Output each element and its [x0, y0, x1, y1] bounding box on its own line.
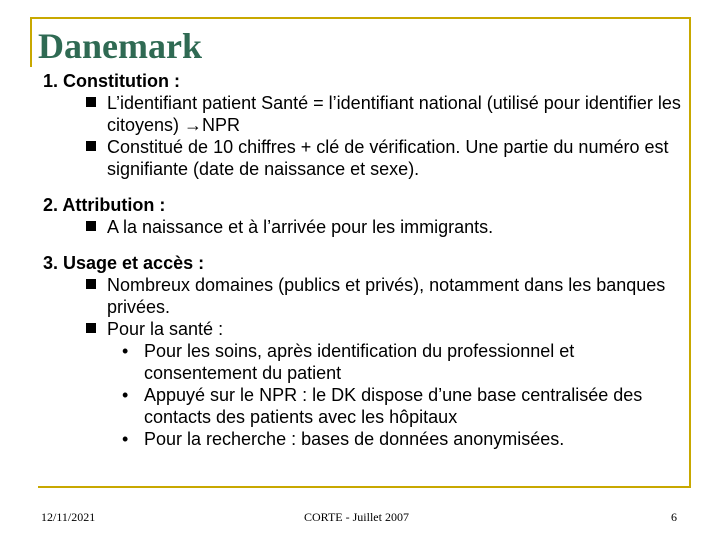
section-heading: 3. Usage et accès : — [43, 253, 205, 273]
slide-title: Danemark — [38, 26, 202, 66]
page-number: 6 — [671, 510, 677, 524]
frame-top-line — [30, 17, 691, 19]
list-item — [40, 136, 690, 180]
sub-list-item — [40, 428, 690, 450]
list-item-text: A la naissance et à l’arrivée pour les immigrants. — [107, 217, 494, 237]
square-bullet-icon — [86, 97, 96, 107]
round-bullet-icon: • — [122, 429, 129, 449]
sub-list-item — [40, 384, 690, 428]
footer-date: 12/11/2021 — [41, 510, 96, 524]
square-bullet-icon — [86, 323, 96, 333]
square-bullet-icon — [86, 141, 96, 151]
sub-list-item-text: Pour la recherche : bases de données anonymisées. — [144, 429, 565, 449]
slide-content — [40, 70, 690, 464]
section-usage — [40, 252, 690, 450]
list-item — [40, 216, 690, 238]
square-bullet-icon — [86, 279, 96, 289]
list-item-text: Pour la santé : — [107, 319, 224, 339]
list-item-text: L’identifiant patient Santé = l’identifiant national (utilisé pour identifier les citoyens) →NPR — [107, 93, 681, 135]
list-item — [40, 274, 690, 318]
section-attribution — [40, 194, 690, 238]
section-heading: 2. Attribution : — [43, 195, 166, 215]
list-item — [40, 318, 690, 340]
list-item-text: Constitué de 10 chiffres + clé de vérification. Une partie du numéro est signifiante (date de naissance et sexe). — [107, 137, 669, 179]
round-bullet-icon: • — [122, 341, 129, 361]
square-bullet-icon — [86, 221, 96, 231]
sub-list-item-text: Appuyé sur le NPR : le DK dispose d’une base centralisée des contacts des patients avec les hôpitaux — [144, 385, 643, 427]
round-bullet-icon: • — [122, 385, 129, 405]
list-item-text: Nombreux domaines (publics et privés), notamment dans les banques privées. — [107, 275, 666, 317]
sub-list-item-text: Pour les soins, après identification du professionnel et consentement du patient — [144, 341, 575, 383]
footer-center-text: CORTE - Juillet 2007 — [304, 510, 409, 524]
section-heading: 1. Constitution : — [43, 71, 180, 91]
sub-list-item — [40, 340, 690, 384]
section-constitution — [40, 70, 690, 180]
frame-bottom-line — [38, 486, 691, 488]
list-item — [40, 92, 690, 136]
frame-left-line — [30, 17, 32, 67]
